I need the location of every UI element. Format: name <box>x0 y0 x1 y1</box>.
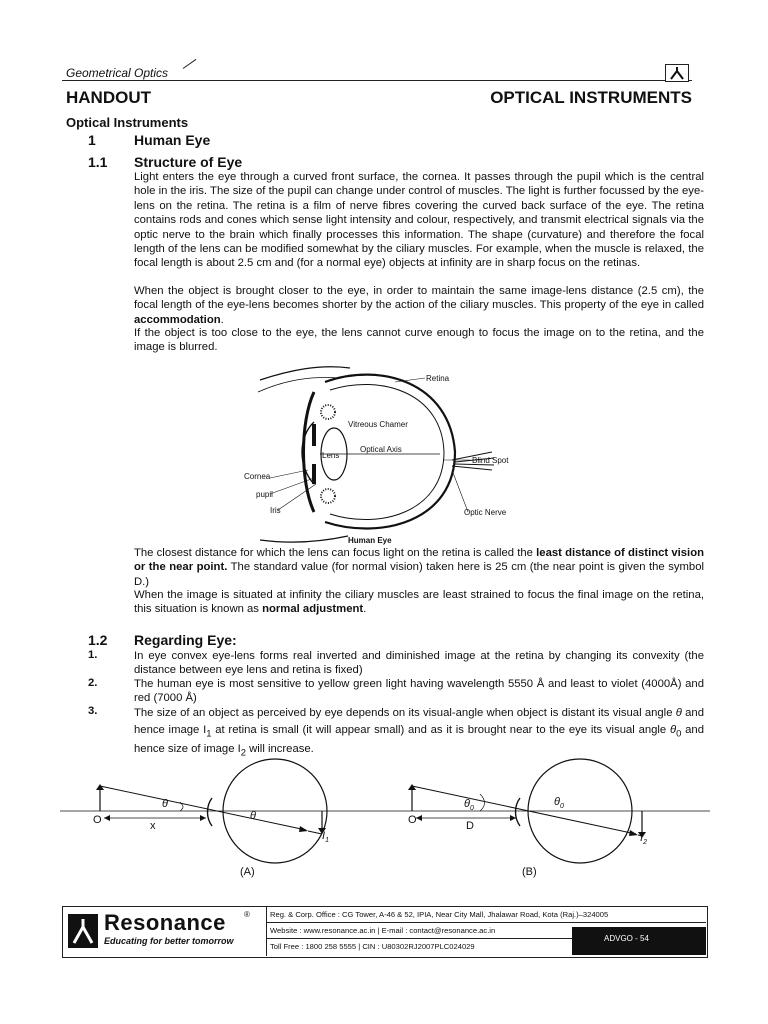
diagB-object-label: O <box>408 814 417 826</box>
footer-row-divider <box>266 938 572 939</box>
list-item: The human eye is most sensitive to yellow green light having wavelength 5550 Å and least to violet (4000Å) and red (7000 Å) <box>134 678 704 705</box>
human-eye-diagram <box>230 362 530 547</box>
footer-tollfree: Toll Free : 1800 258 5555 | CIN : U80302RJ2007PLC024029 <box>270 942 475 951</box>
label-iris: Iris <box>270 506 281 515</box>
paragraph-accommodation: When the object is brought closer to the eye, in order to maintain the same image-lens distance (2.5 cm), the focal length of the eye-lens becomes shorter by the action of the ciliary muscles. This property of the eye in called accommodation. <box>134 285 704 326</box>
label-optical-axis: Optical Axis <box>360 445 402 454</box>
footer-row-divider <box>266 922 706 923</box>
diagA-theta-label-2: θ <box>250 810 256 822</box>
list-item-number: 3. <box>88 705 98 717</box>
resonance-logo-icon <box>68 914 98 948</box>
subsection-number: 1.2 <box>88 632 108 648</box>
paragraph-near-point: The closest distance for which the lens can focus light on the retina is called the least distance of distinct vision or the near point. The standard value (for normal vision) taken here is 25 cm (the near point is given the symbol D.) <box>134 547 704 588</box>
diagA-theta-label: θ <box>162 798 168 810</box>
label-lens: Lens <box>322 451 340 460</box>
subsection-number: 1.1 <box>88 154 108 170</box>
diagA-image-label: $I_1$ <box>322 830 329 845</box>
label-blind-spot: Blind Spot <box>472 456 509 465</box>
header-divider-slant <box>183 59 197 69</box>
paragraph-blurred: If the object is too close to the eye, the lens cannot curve enough to focus the image on to the retina, and the image is blurred. <box>134 327 704 354</box>
label-retina: Retina <box>426 374 450 383</box>
label-vitreous-chamber: Vitreous Chamer <box>348 420 408 429</box>
label-optic-nerve: Optic Nerve <box>464 508 507 517</box>
brand-name: Resonance <box>104 910 226 935</box>
list-item-number: 1. <box>88 649 98 661</box>
topic-label: Geometrical Optics <box>66 66 169 80</box>
diagB-caption: (B) <box>522 866 537 878</box>
section-title: Optical Instruments <box>66 115 189 130</box>
diagB-theta0-label-2: $\theta_0$ <box>554 796 564 811</box>
page-code: ADVGO - 54 <box>604 934 649 943</box>
brand-tagline: Educating for better tomorrow <box>104 936 234 946</box>
diagA-distance-label: x <box>150 820 156 832</box>
subsection-number: 1 <box>88 132 96 148</box>
label-pupil: pupil <box>256 490 273 499</box>
resonance-mini-logo-icon <box>665 64 689 82</box>
label-cornea: Cornea <box>244 472 271 481</box>
subsection-title: Regarding Eye: <box>134 632 237 648</box>
paragraph-structure: Light enters the eye through a curved front surface, the cornea. It passes through the pupil which is the central hole in the iris. The size of the pupil can change under control of muscles. The light is further focussed by the eye-lens on the retina. The retina is a film of nerve fibres covering the curved back surface of the eye. The retina contains rods and cones which sense light intensity and colour, respectively, and transmit electrical signals via the optic nerve to the brain which finally processes this information. The shape (curvature) and therefore the focal length of the lens can be modified somewhat by the ciliary muscles. For example, when the muscle is relaxed, the focal length is about 2.5 cm and (for a normal eye) objects at infinity are in sharp focus on the retinas. <box>134 171 704 270</box>
diagB-theta0-label: $\theta_0$ <box>464 798 474 813</box>
resonance-logo <box>64 908 264 954</box>
diagB-image-label: $I_2$ <box>640 832 647 847</box>
visual-angle-diagram-b <box>380 756 710 866</box>
paragraph-normal-adjustment: When the image is situated at infinity the ciliary muscles are least strained to focus the final image on the retina, this situation is known as normal adjustment. <box>134 589 704 616</box>
footer-divider <box>266 906 267 956</box>
list-item: The size of an object as perceived by eye depends on its visual-angle when object is distant its visual angle θ and hence image $I_1$ at retina is small (it will appear small) and as it is brought near to the eye its visual angle $\theta_0$ and hence size of image $I_2$ will increase. <box>134 707 704 758</box>
header-divider <box>62 80 692 81</box>
footer-contact: Website : www.resonance.ac.in | E-mail : contact@resonance.ac.in <box>270 926 496 935</box>
chapter-title: OPTICAL INSTRUMENTS <box>490 88 692 107</box>
visual-angle-diagram-a <box>60 756 380 866</box>
eye-caption: Human Eye <box>348 536 392 545</box>
diagA-caption: (A) <box>240 866 255 878</box>
list-item-number: 2. <box>88 677 98 689</box>
list-item: In eye convex eye-lens forms real inverted and diminished image at the retina by changing its convexity (the distance between eye lens and retina is fixed) <box>134 650 704 677</box>
subsection-title: Human Eye <box>134 132 211 148</box>
registered-mark: ® <box>244 910 250 919</box>
handout-title: HANDOUT <box>66 88 151 107</box>
diagA-object-label: O <box>93 814 102 826</box>
diagB-distance-label: D <box>466 820 474 832</box>
footer-address: Reg. & Corp. Office : CG Tower, A-46 & 52, IPIA, Near City Mall, Jhalawar Road, Kota (Raj.)–324005 <box>270 910 609 919</box>
subsection-title: Structure of Eye <box>134 154 243 170</box>
